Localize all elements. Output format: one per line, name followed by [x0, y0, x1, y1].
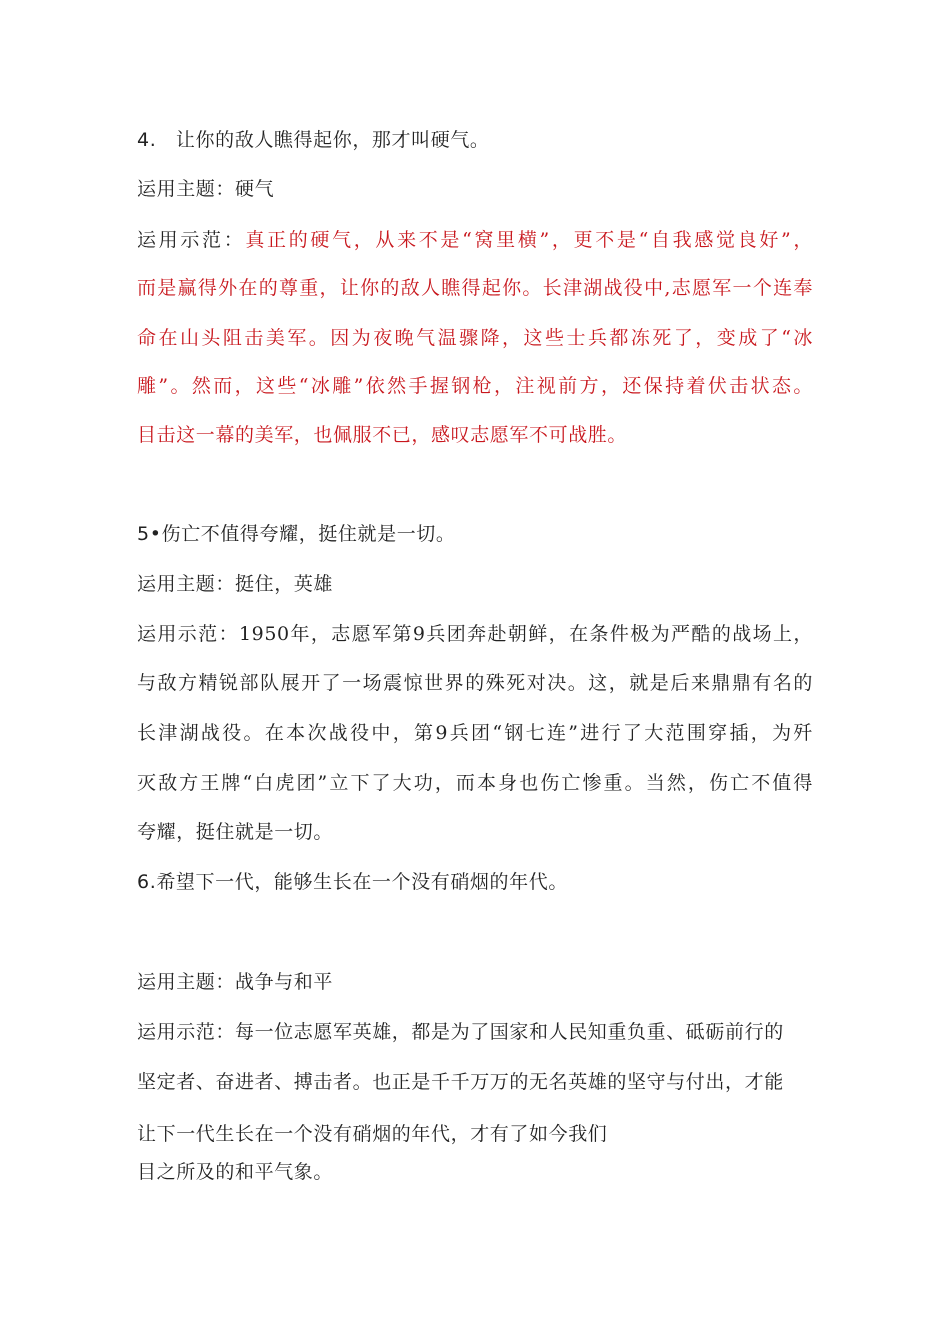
section-5-example-line-5: 夸耀，挺住就是一切。 — [137, 821, 334, 843]
example-text: 真正的硬气，从来不是“窝里横”，更不是“自我感觉良好”， — [245, 229, 813, 251]
section-4-example-line-4: 雕”。然而，这些“冰雕”依然手握钢枪，注视前方，还保持着伏击状态。 — [137, 375, 813, 397]
section-4-theme: 运用主题：硬气 — [137, 178, 275, 200]
section-6-example-line-1: 运用示范：每一位志愿军英雄，都是为了国家和人民知重负重、砥砺前行的 — [137, 1021, 784, 1043]
section-6-example-line-4: 目之所及的和平气象。 — [137, 1161, 334, 1183]
section-5-theme: 运用主题：挺住，英雄 — [137, 573, 334, 595]
section-5-example-line-4: 灭敌方王牌“白虎团”立下了大功，而本身也伤亡惨重。当然，伤亡不值得 — [137, 772, 813, 794]
section-6-heading: 6.希望下一代，能够生长在一个没有硝烟的年代。 — [137, 871, 568, 893]
section-4-heading: 4. 让你的敌人瞧得起你，那才叫硬气。 — [137, 129, 490, 151]
section-5-example-line-3: 长津湖战役。在本次战役中，第9兵团“钢七连”进行了大范围穿插，为歼 — [137, 722, 813, 744]
section-5-example-line-2: 与敌方精锐部队展开了一场震惊世界的殊死对决。这，就是后来鼎鼎有名的 — [137, 672, 813, 694]
section-4-example-line-5: 目击这一幕的美军，也佩服不已，感叹志愿军不可战胜。 — [137, 424, 628, 446]
section-5-example-line-1: 运用示范：1950年，志愿军第9兵团奔赴朝鲜，在条件极为严酷的战场上， — [137, 623, 813, 645]
section-4-example-line-1 — [137, 228, 813, 252]
example-prefix: 运用示范： — [137, 229, 246, 251]
section-4-example-line-2: 而是赢得外在的尊重，让你的敌人瞧得起你。长津湖战役中,志愿军一个连奉 — [137, 277, 813, 299]
section-5-heading: 5•伤亡不值得夸耀，挺住就是一切。 — [137, 523, 456, 545]
section-6-theme: 运用主题：战争与和平 — [137, 971, 334, 993]
section-6-example-line-2: 坚定者、奋进者、搏击者。也正是千千万万的无名英雄的坚守与付出，才能 — [137, 1071, 784, 1093]
section-6-example-line-3: 让下一代生长在一个没有硝烟的年代，才有了如今我们 — [137, 1123, 608, 1145]
section-4-example-line-3: 命在山头阻击美军。因为夜晚气温骤降，这些士兵都冻死了，变成了“冰 — [137, 327, 813, 349]
